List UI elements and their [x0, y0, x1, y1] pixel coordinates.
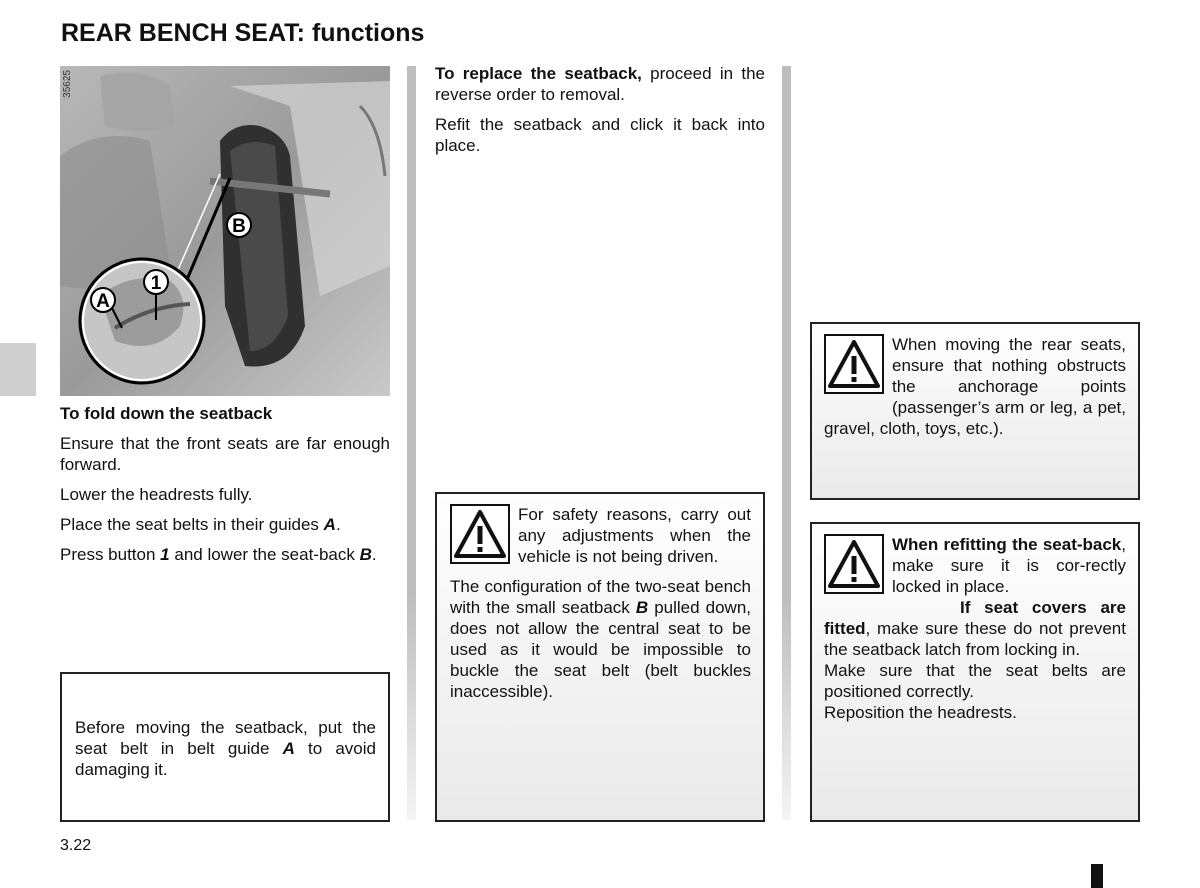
paragraph: To replace the seatback, proceed in the reverse order to removal.: [435, 64, 765, 104]
page-title: REAR BENCH SEAT: functions: [61, 19, 425, 47]
paragraph: Ensure that the front seats are far enough forward.: [60, 434, 390, 474]
warning-icon: [824, 334, 884, 394]
section-heading: To fold down the seatback: [60, 404, 273, 423]
warning-text: If seat covers are fitted, make sure these do not prevent the seatback latch from locking in.: [824, 598, 1126, 659]
label-1: 1: [150, 273, 162, 294]
figure-number: 35625: [62, 70, 73, 98]
refit-warning-box: [810, 522, 1140, 822]
warning-text: When refitting the seat-back, make sure it is cor-rectly locked in place.: [892, 535, 1126, 596]
column-1: [60, 403, 390, 574]
column-divider: [407, 66, 416, 820]
label-b: B: [232, 216, 246, 237]
paragraph: Refit the seatback and click it back into place.: [435, 115, 765, 155]
warning-icon: [824, 534, 884, 594]
page-edge-marker: [1091, 864, 1103, 888]
warning-text: For safety reasons, carry out any adjustments when the vehicle is not being driven.: [518, 505, 751, 566]
paragraph: Lower the headrests fully.: [60, 485, 253, 504]
anchorage-warning-box: [810, 322, 1140, 500]
column-2: [435, 63, 765, 165]
paragraph: Place the seat belts in their guides A.: [60, 515, 341, 534]
label-a: A: [96, 291, 110, 312]
chapter-tab: [0, 343, 36, 396]
page-number: 3.22: [60, 837, 92, 854]
warning-text: Reposition the headrests.: [824, 703, 1017, 722]
seat-illustration: [60, 66, 390, 396]
note-box: [60, 672, 390, 822]
paragraph: Press button 1 and lower the seat-back B.: [60, 545, 377, 564]
warning-icon: [450, 504, 510, 564]
safety-warning-box: [435, 492, 765, 822]
note-text: Before moving the seatback, put the seat belt in belt guide A to avoid damaging it.: [75, 718, 376, 779]
column-divider: [782, 66, 791, 820]
warning-text: The configuration of the two-seat bench with the small seatback B pulled down, does not allow the central seat to be used as it would be impossible to buckle the seat belt (belt buckles inaccessible).: [450, 577, 751, 701]
warning-text: Make sure that the seat belts are positioned correctly.: [824, 661, 1126, 701]
warning-text: When moving the rear seats, ensure that nothing obstructs the anchorage points (passenger’s arm or leg, a pet, gravel, cloth, toys, etc.).: [824, 335, 1126, 438]
